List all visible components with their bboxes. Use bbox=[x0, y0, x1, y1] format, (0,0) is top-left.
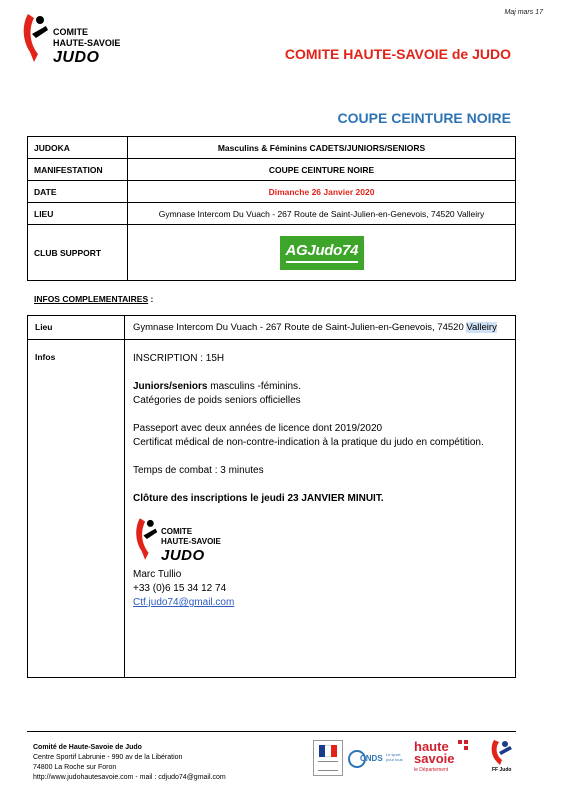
haute-savoie-logo bbox=[414, 740, 474, 776]
footer-address-2: 74800 La Roche sur Foron bbox=[33, 764, 117, 771]
logo-line-1: COMITE bbox=[53, 27, 88, 37]
infos-lieu-value bbox=[125, 316, 516, 340]
infos-main-row bbox=[28, 340, 516, 678]
infos-lieu-highlight: Valleiry bbox=[466, 322, 497, 333]
footer-divider bbox=[27, 731, 516, 732]
lieu-row bbox=[28, 203, 516, 225]
hs-line-3: le Département bbox=[414, 767, 449, 773]
cnds-text: CNDS bbox=[360, 754, 383, 763]
comite-logo bbox=[20, 12, 130, 67]
infos-lieu-row bbox=[28, 316, 516, 340]
date-label: DATE bbox=[28, 181, 128, 203]
ffjudo-text: FF Judo bbox=[492, 767, 512, 773]
contact-email-link[interactable]: Ctf.judo74@gmail.com bbox=[133, 597, 235, 608]
manifestation-value: COUPE CEINTURE NOIRE bbox=[128, 159, 516, 181]
hs-dots-icon bbox=[458, 740, 470, 752]
event-title: COUPE CEINTURE NOIRE bbox=[337, 110, 511, 126]
juniors-rest: masculins -féminins. bbox=[207, 381, 301, 392]
categories-text: Catégories de poids seniors officielles bbox=[133, 395, 301, 406]
contact-phone: +33 (0)6 15 34 12 74 bbox=[133, 583, 227, 594]
lieu-label: LIEU bbox=[28, 203, 128, 225]
temps-text: Temps de combat : 3 minutes bbox=[133, 465, 264, 476]
judoka-value: Masculins & Féminins CADETS/JUNIORS/SENIORS bbox=[128, 137, 516, 159]
juniors-line bbox=[133, 380, 507, 394]
logo-line-1: COMITE bbox=[161, 527, 193, 536]
date-row bbox=[28, 181, 516, 203]
contact-name: Marc Tullio bbox=[133, 569, 182, 580]
update-note: Maj mars 17 bbox=[504, 9, 543, 16]
club-label: CLUB SUPPORT bbox=[28, 225, 128, 281]
org-title: COMITE HAUTE-SAVOIE de JUDO bbox=[284, 46, 511, 62]
certificat-text: Certificat médical de non-contre-indication à la pratique du judo en compétition. bbox=[133, 437, 484, 448]
infos-lieu-label: Lieu bbox=[28, 316, 125, 340]
hs-line-2: savoie bbox=[414, 751, 455, 766]
manifestation-row bbox=[28, 159, 516, 181]
footer-address bbox=[33, 743, 226, 783]
ffjudo-icon bbox=[488, 738, 516, 766]
republique-logo bbox=[313, 740, 343, 776]
infos-body bbox=[125, 340, 516, 678]
agjudo74-logo-text: AGJudo74 bbox=[285, 241, 359, 259]
cnds-small-text: Le sport pour tous bbox=[386, 752, 403, 762]
logo-line-2: HAUTE-SAVOIE bbox=[161, 537, 221, 546]
hs-line-1: haute bbox=[414, 739, 449, 754]
club-row bbox=[28, 225, 516, 281]
logo-line-3: JUDO bbox=[53, 49, 100, 66]
cnds-logo bbox=[348, 750, 408, 768]
judoka-logo-icon bbox=[133, 516, 159, 562]
ffjudo-logo bbox=[488, 738, 516, 778]
logo-line-2: HAUTE-SAVOIE bbox=[53, 38, 121, 48]
date-value: Dimanche 26 Janvier 2020 bbox=[128, 181, 516, 203]
footer-web[interactable]: http://www.judohautesavoie.com - mail : cdjudo74@gmail.com bbox=[33, 774, 226, 781]
manifestation-label: MANIFESTATION bbox=[28, 159, 128, 181]
juniors-bold: Juniors/seniors bbox=[133, 381, 208, 392]
lieu-value: Gymnase Intercom Du Vuach - 267 Route de Saint-Julien-en-Genevois, 74520 Valleiry bbox=[128, 203, 516, 225]
agjudo74-logo bbox=[280, 236, 364, 270]
passeport-text: Passeport avec deux années de licence dont 2019/2020 bbox=[133, 423, 383, 434]
inscription-text: INSCRIPTION : 15H bbox=[133, 353, 225, 364]
judoka-logo-icon bbox=[20, 12, 50, 64]
infos-heading-text: INFOS COMPLEMENTAIRES bbox=[34, 294, 149, 304]
club-value bbox=[128, 225, 516, 281]
infos-table bbox=[27, 315, 516, 678]
event-details-table bbox=[27, 136, 516, 281]
footer-address-1: Centre Sportif Labrunie - 990 av de la Libération bbox=[33, 754, 183, 761]
logo-line-3: JUDO bbox=[161, 547, 205, 564]
infos-heading bbox=[34, 294, 153, 304]
infos-lieu-text: Gymnase Intercom Du Vuach - 267 Route de Saint-Julien-en-Genevois, 74520 bbox=[133, 322, 467, 333]
footer-org: Comité de Haute-Savoie de Judo bbox=[33, 744, 142, 751]
judoka-row bbox=[28, 137, 516, 159]
infos-heading-suffix: : bbox=[148, 294, 154, 304]
cloture-text: Clôture des inscriptions le jeudi 23 JANVIER MINUIT. bbox=[133, 493, 384, 504]
infos-label: Infos bbox=[28, 340, 125, 678]
comite-logo-small bbox=[133, 516, 243, 566]
judoka-label: JUDOKA bbox=[28, 137, 128, 159]
